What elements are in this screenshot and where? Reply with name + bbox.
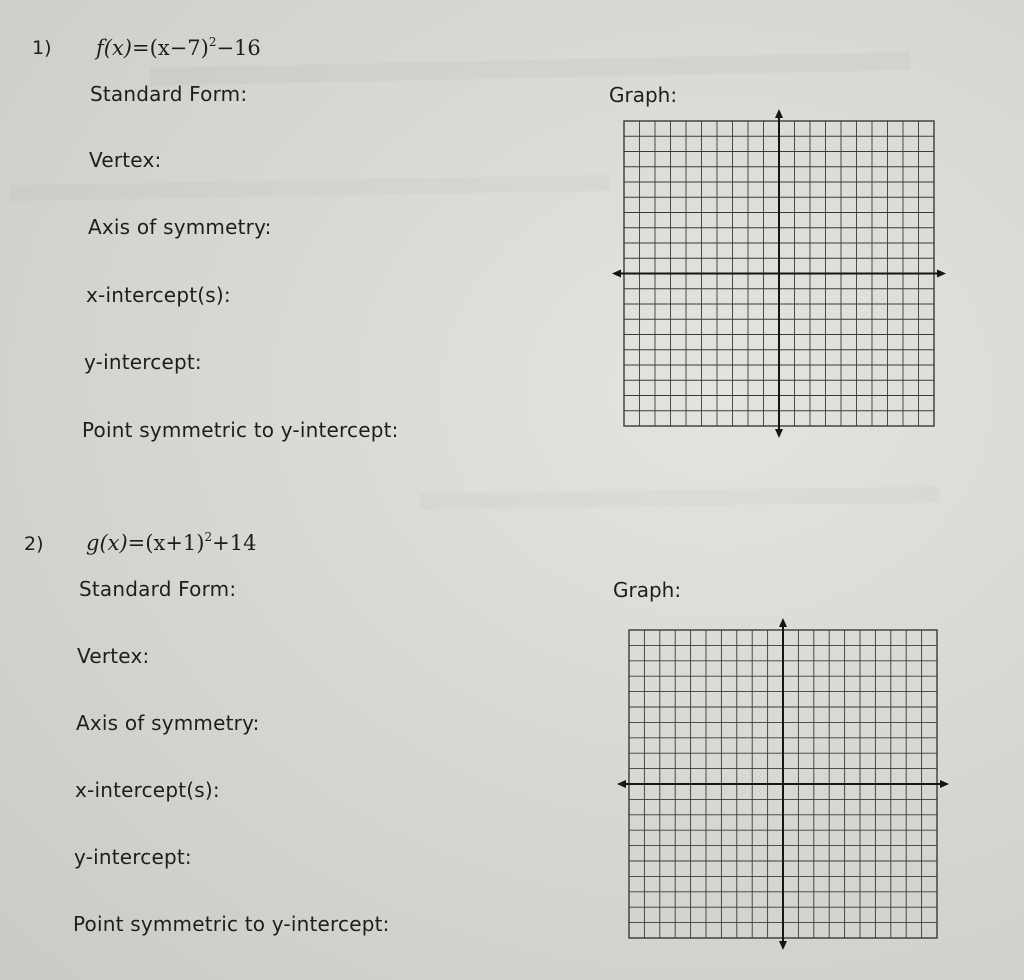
y-axis-arrow-down: [775, 429, 783, 438]
bleed-through-mark: [150, 52, 910, 86]
equation-lhs: g(x): [86, 531, 128, 555]
x-axis-arrow-right: [940, 780, 949, 788]
vertex-label: Vertex:: [77, 644, 150, 668]
y-axis-arrow-up: [779, 618, 787, 627]
axis-of-symmetry-label: Axis of symmetry:: [76, 711, 260, 735]
equation-tail: +14: [212, 531, 257, 555]
y-axis-arrow-up: [775, 109, 783, 118]
equation: [96, 35, 261, 60]
bleed-through-mark: [10, 175, 610, 201]
standard-form-label: Standard Form:: [79, 577, 237, 601]
point-symmetric-label: Point symmetric to y-intercept:: [73, 912, 390, 936]
point-symmetric-label: Point symmetric to y-intercept:: [82, 418, 399, 442]
problem-number: 1): [32, 37, 52, 59]
y-axis-arrow-down: [779, 941, 787, 950]
equation-lhs: f(x): [96, 36, 133, 60]
coordinate-grid: [603, 612, 968, 962]
vertex-label: Vertex:: [89, 148, 162, 172]
equation-base: (x+1): [145, 531, 205, 555]
y-intercept-label: y-intercept:: [84, 350, 202, 374]
equation-equals: =: [132, 36, 150, 60]
coordinate-grid: [600, 105, 960, 445]
standard-form-label: Standard Form:: [90, 82, 248, 106]
problem-number: 2): [24, 533, 44, 555]
x-axis-arrow-left: [612, 270, 621, 278]
x-axis-arrow-left: [617, 780, 626, 788]
x-intercepts-label: x-intercept(s):: [75, 778, 220, 802]
graph-label: Graph:: [609, 83, 678, 107]
equation-equals: =: [127, 531, 146, 555]
bleed-through-mark: [420, 486, 940, 509]
equation-exponent: 2: [208, 35, 217, 49]
equation: [86, 530, 256, 555]
equation-tail: −16: [216, 36, 261, 60]
graph-label: Graph:: [613, 578, 682, 602]
x-intercepts-label: x-intercept(s):: [86, 283, 231, 307]
x-axis-arrow-right: [937, 270, 946, 278]
axis-of-symmetry-label: Axis of symmetry:: [88, 215, 272, 239]
equation-exponent: 2: [204, 530, 213, 544]
equation-base: (x−7): [149, 36, 209, 60]
y-intercept-label: y-intercept:: [74, 845, 192, 869]
